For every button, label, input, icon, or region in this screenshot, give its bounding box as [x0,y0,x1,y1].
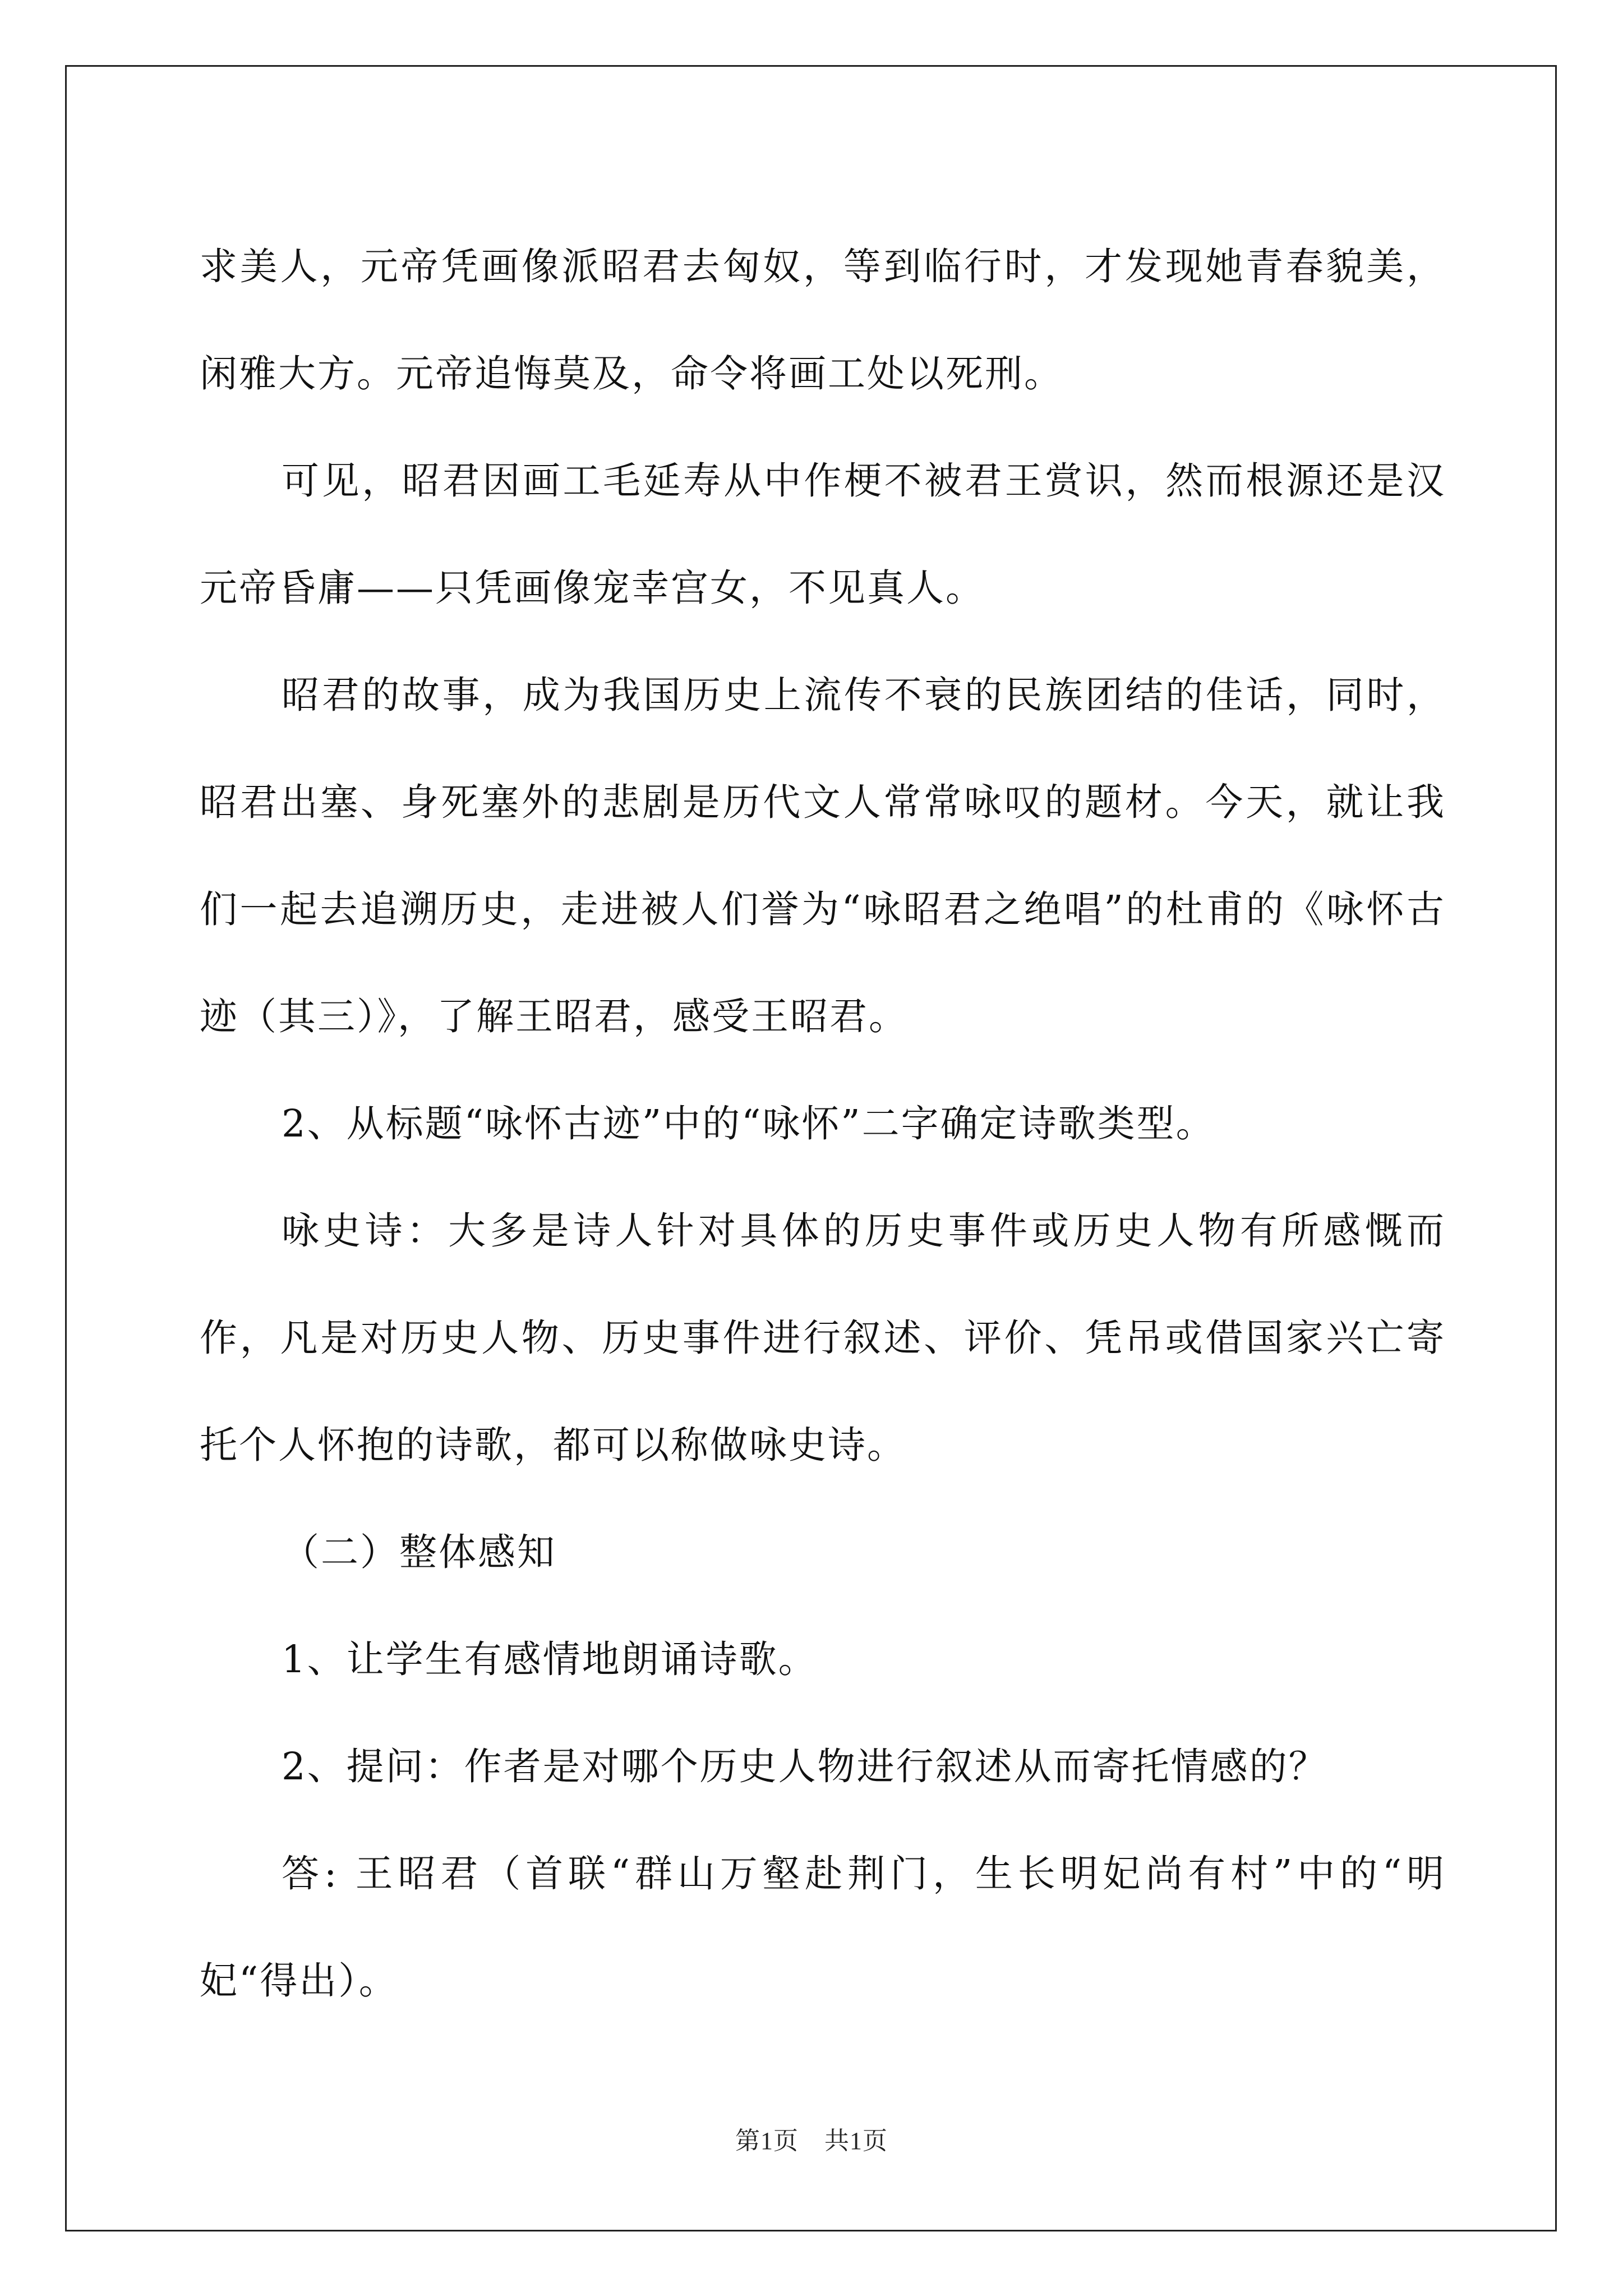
paragraph-1: 求美人，元帝凭画像派昭君去匈奴，等到临行时，才发现她青春貌美，闲雅大方。元帝追悔莫及，命令将画工处以死刑。 [200,245,1446,395]
page-total: 共1页 [824,2127,888,2155]
paragraph-3: 昭君的故事，成为我国历史上流传不衰的民族团结的佳话，同时，昭君出塞、身死塞外的悲剧是历代文人常常咏叹的题材。今天，就让我们一起去追溯历史，走进被人们誉为“咏昭君之绝唱”的杜甫的《咏怀古迹（其三）》，了解王昭君，感受王昭君。 [200,673,1446,1038]
page-footer [0,2120,1623,2156]
paragraph-4: 2、从标题“咏怀古迹”中的“咏怀”二字确定诗歌类型。 [282,1102,1215,1145]
page-number: 第1页 [735,2127,799,2155]
paragraph-5: 咏史诗：大多是诗人针对具体的历史事件或历史人物有所感慨而作，凡是对历史人物、历史事件进行叙述、评价、凭吊或借国家兴亡寄托个人怀抱的诗歌，都可以称做咏史诗。 [200,1209,1446,1467]
paragraph-9: 答: 王昭君（首联“群山万壑赴荆门，生长明妃尚有村”中的“明妃“得出）。 [200,1852,1446,2003]
paragraph-8: 2、提问：作者是对哪个历史人物进行叙述从而寄托情感的？ [282,1745,1328,1788]
document-body [200,213,1446,2035]
paragraph-7: 1、让学生有感情地朗诵诗歌。 [282,1637,818,1681]
section-heading: （二）整体感知 [282,1530,556,1574]
paragraph-2: 可见，昭君因画工毛延寿从中作梗不被君王赏识，然而根源还是汉元帝昏庸——只凭画像宠幸宫女，不见真人。 [200,459,1446,610]
